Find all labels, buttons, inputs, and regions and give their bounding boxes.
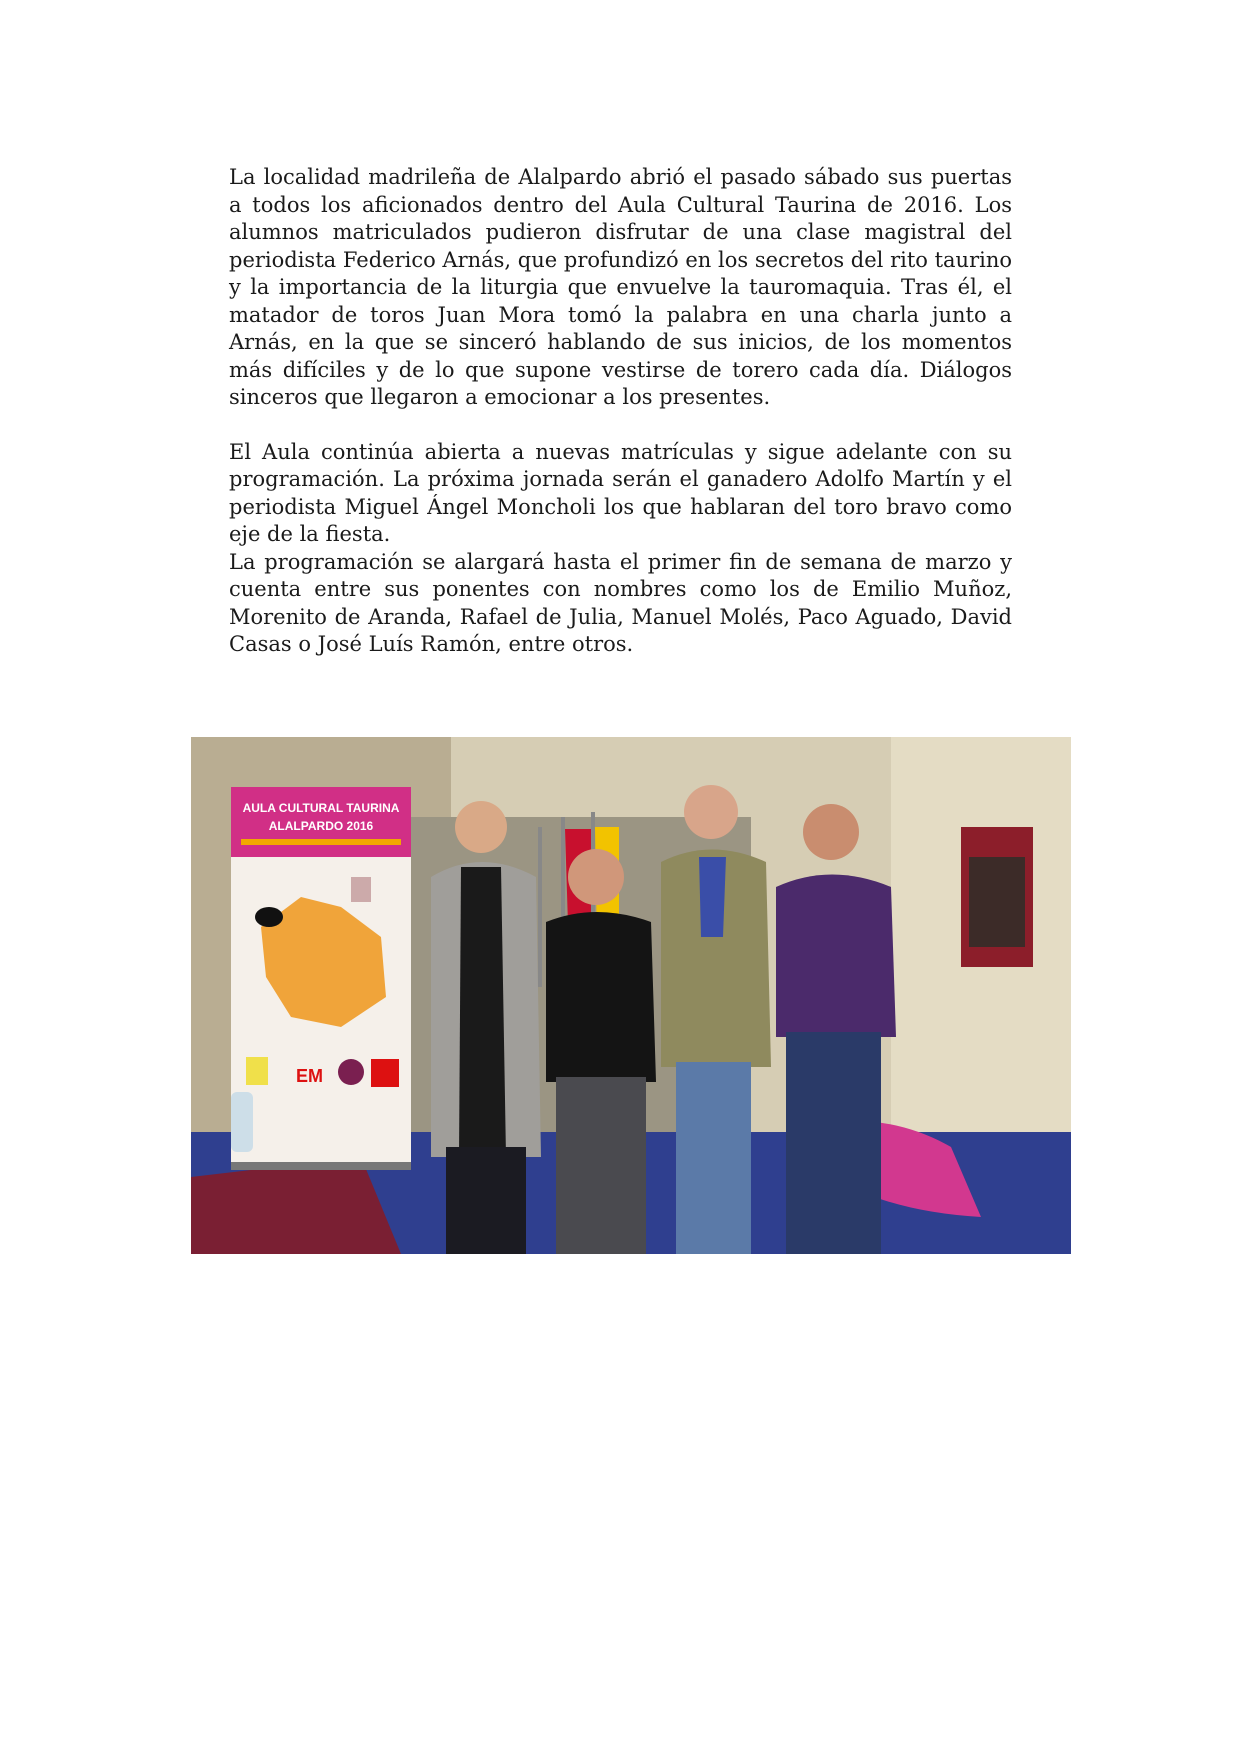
event-photo xyxy=(191,737,1071,1254)
banner-logo: EM xyxy=(296,1066,323,1086)
event-banner xyxy=(231,787,411,1170)
article-paragraph-2: El Aula continúa abierta a nuevas matrículas y sigue adelante con su programación. La próxima jornada serán el ganadero Adolfo Martín y el periodista Miguel Ángel Moncholi los que hablaran del toro bravo como eje de la fiesta. La programación se alargará hasta el primer fin de semana de marzo y cuenta entre sus ponentes con nombres como los de Emilio Muñoz, Morenito de Aranda, Rafael de Julia, Manuel Molés, Paco Aguado, David Casas o José Luís Ramón, entre otros. xyxy=(229,439,1012,656)
banner-title-line2: ALALPARDO 2016 xyxy=(268,819,374,833)
article-paragraph-1: La localidad madrileña de Alalpardo abrió el pasado sábado sus puertas a todos los aficionados dentro del Aula Cultural Taurina de 2016. Los alumnos matriculados pudieron disfrutar de una clase magistral del periodista Federico Arnás, que profundizó en los secretos del rito taurino y la importancia de la liturgia que envuelve la tauromaquia. Tras él, el matador de toros Juan Mora tomó la palabra en una charla junto a Arnás, en la que se sinceró hablando de sus inicios, de los momentos más difíciles y de lo que supone vestirse de torero cada día. Diálogos sinceros que llegaron a emocionar a los presentes. xyxy=(229,165,1012,409)
banner-title-line1: AULA CULTURAL TAURINA xyxy=(242,801,400,815)
article-body xyxy=(229,164,1012,659)
